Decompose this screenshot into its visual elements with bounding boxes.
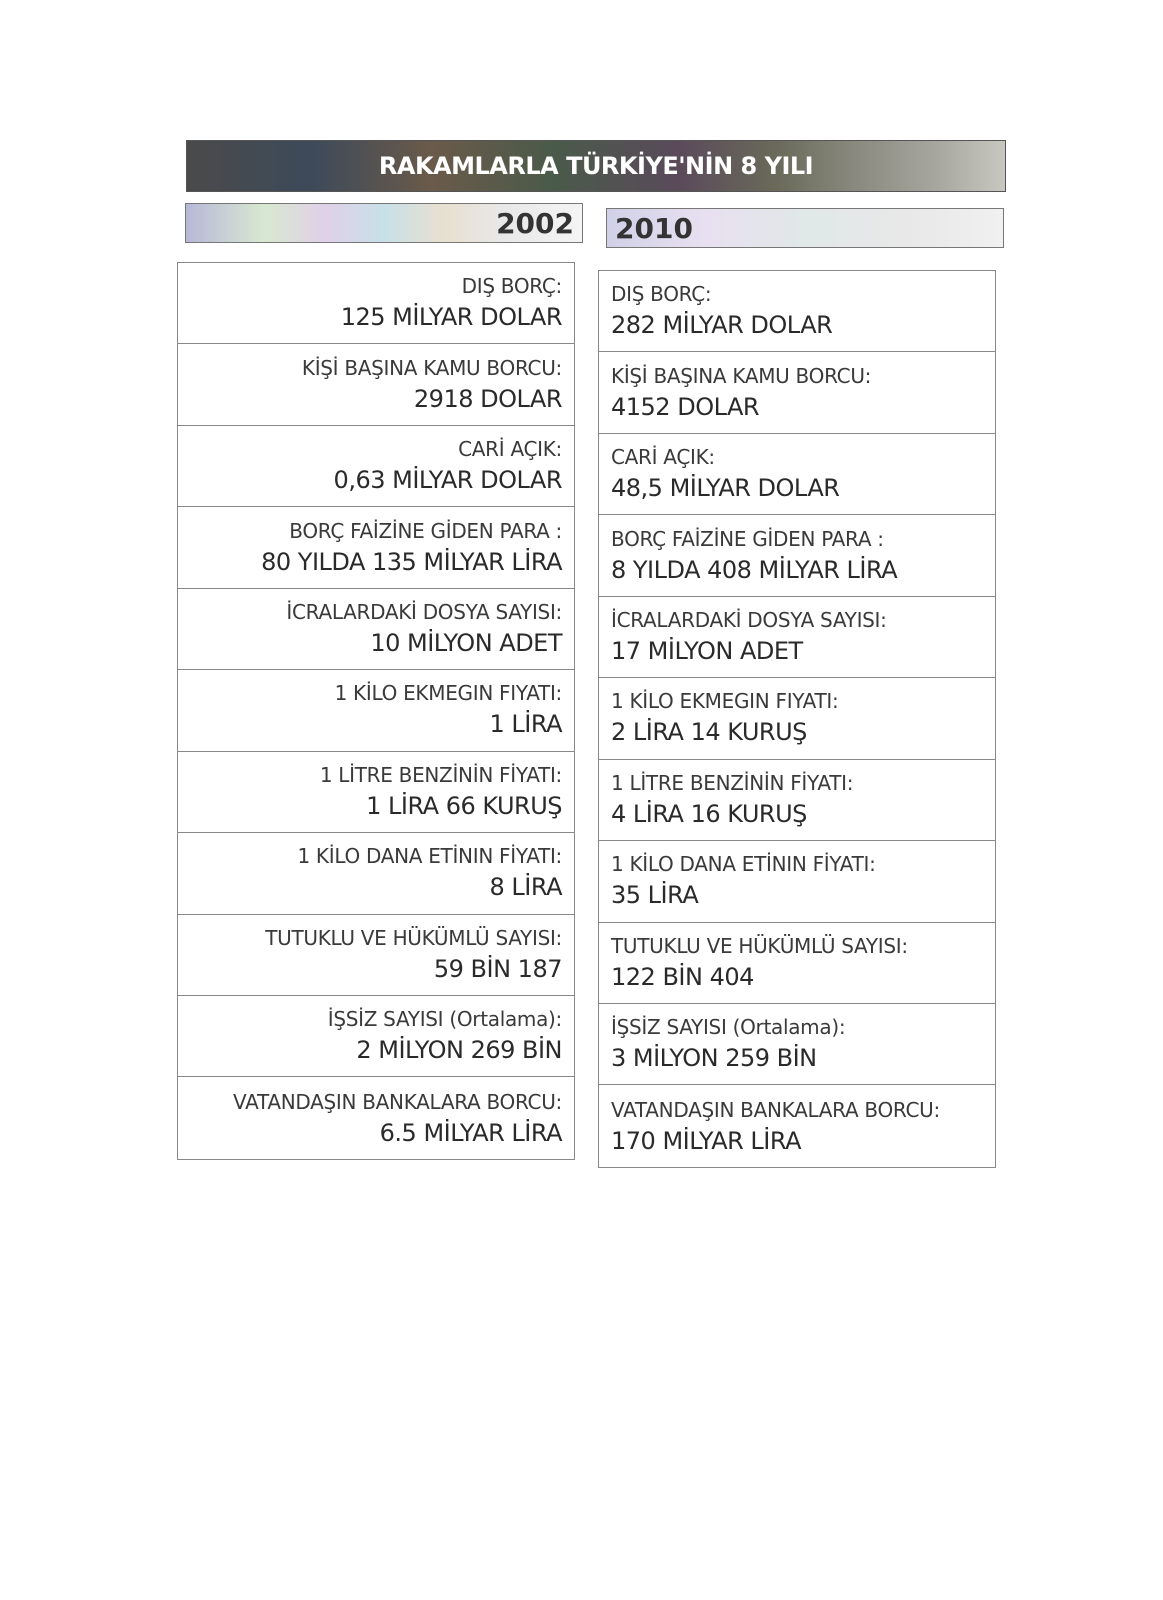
stat-label: DIŞ BORÇ: <box>461 274 562 299</box>
stat-value: 48,5 MİLYAR DOLAR <box>611 474 840 503</box>
title-banner <box>186 140 1006 192</box>
stat-label: İCRALARDAKİ DOSYA SAYISI: <box>286 599 562 624</box>
stat-cell <box>599 434 995 515</box>
stat-value: 4 LİRA 16 KURUŞ <box>611 799 807 828</box>
stat-cell <box>599 923 995 1004</box>
stat-label: TUTUKLU VE HÜKÜMLÜ SAYISI: <box>611 933 908 958</box>
stat-value: 2 MİLYON 269 BİN <box>356 1036 562 1065</box>
stat-cell <box>178 344 574 425</box>
stat-value: 170 MİLYAR LİRA <box>611 1127 801 1156</box>
stat-label: KİŞİ BAŞINA KAMU BORCU: <box>301 355 562 380</box>
stat-label: 1 LİTRE BENZİNİN FİYATI: <box>611 770 854 795</box>
stat-cell <box>599 352 995 433</box>
stat-value: 282 MİLYAR DOLAR <box>611 311 833 340</box>
stat-label: BORÇ FAİZİNE GİDEN PARA : <box>289 518 562 543</box>
stat-label: TUTUKLU VE HÜKÜMLÜ SAYISI: <box>265 925 562 950</box>
stat-value: 17 MİLYON ADET <box>611 636 803 665</box>
stat-value: 2 LİRA 14 KURUŞ <box>611 718 807 747</box>
stat-label: CARİ AÇIK: <box>611 445 715 470</box>
stat-label: 1 KİLO DANA ETİNIN FİYATI: <box>297 844 562 869</box>
stat-value: 80 YILDA 135 MİLYAR LİRA <box>261 547 562 576</box>
stat-value: 8 YILDA 408 MİLYAR LİRA <box>611 555 898 584</box>
stat-value: 4152 DOLAR <box>611 392 760 421</box>
stat-cell <box>599 597 995 678</box>
stat-value: 1 LİRA 66 KURUŞ <box>366 791 562 820</box>
column-2002 <box>177 262 575 1160</box>
stat-cell <box>599 841 995 922</box>
column-2010 <box>598 270 996 1168</box>
stat-cell <box>178 752 574 833</box>
stat-label: CARİ AÇIK: <box>458 437 562 462</box>
stat-cell <box>178 426 574 507</box>
stat-cell <box>178 833 574 914</box>
stat-value: 0,63 MİLYAR DOLAR <box>333 466 562 495</box>
stat-cell <box>178 263 574 344</box>
stat-cell <box>178 670 574 751</box>
stat-label: KİŞİ BAŞINA KAMU BORCU: <box>611 363 872 388</box>
stat-cell <box>599 760 995 841</box>
stat-value: 2918 DOLAR <box>413 384 562 413</box>
stat-value: 3 MİLYON 259 BİN <box>611 1044 817 1073</box>
year-header-left: 2002 <box>185 203 583 243</box>
stat-label: VATANDAŞIN BANKALARA BORCU: <box>611 1098 940 1123</box>
stat-label: BORÇ FAİZİNE GİDEN PARA : <box>611 526 884 551</box>
stat-label: 1 KİLO EKMEGIN FIYATI: <box>611 689 839 714</box>
stat-cell <box>178 589 574 670</box>
stat-label: İŞSİZ SAYISI (Ortalama): <box>327 1007 562 1032</box>
stat-cell <box>178 915 574 996</box>
stat-label: VATANDAŞIN BANKALARA BORCU: <box>233 1090 562 1115</box>
stat-value: 1 LİRA <box>489 710 562 739</box>
year-header-right: 2010 <box>606 208 1004 248</box>
stat-cell <box>599 678 995 759</box>
stat-label: DIŞ BORÇ: <box>611 282 712 307</box>
stat-value: 59 BİN 187 <box>433 954 562 983</box>
page-title: RAKAMLARLA TÜRKİYE'NİN 8 YILI <box>378 152 814 180</box>
stat-value: 122 BİN 404 <box>611 962 754 991</box>
stat-cell <box>178 1077 574 1161</box>
stat-cell <box>178 996 574 1077</box>
stat-cell <box>599 1085 995 1169</box>
stat-cell <box>599 271 995 352</box>
stat-value: 35 LİRA <box>611 881 699 910</box>
stat-value: 6.5 MİLYAR LİRA <box>379 1119 562 1148</box>
stat-label: 1 LİTRE BENZİNİN FİYATI: <box>319 762 562 787</box>
stat-cell <box>599 515 995 596</box>
stat-value: 125 MİLYAR DOLAR <box>340 303 562 332</box>
stat-label: İŞSİZ SAYISI (Ortalama): <box>611 1015 846 1040</box>
stat-value: 10 MİLYON ADET <box>370 628 562 657</box>
stat-label: İCRALARDAKİ DOSYA SAYISI: <box>611 607 887 632</box>
stat-label: 1 KİLO EKMEGIN FIYATI: <box>334 681 562 706</box>
stat-cell <box>599 1004 995 1085</box>
stat-cell <box>178 507 574 588</box>
stat-label: 1 KİLO DANA ETİNIN FİYATI: <box>611 852 876 877</box>
stat-value: 8 LİRA <box>489 873 562 902</box>
